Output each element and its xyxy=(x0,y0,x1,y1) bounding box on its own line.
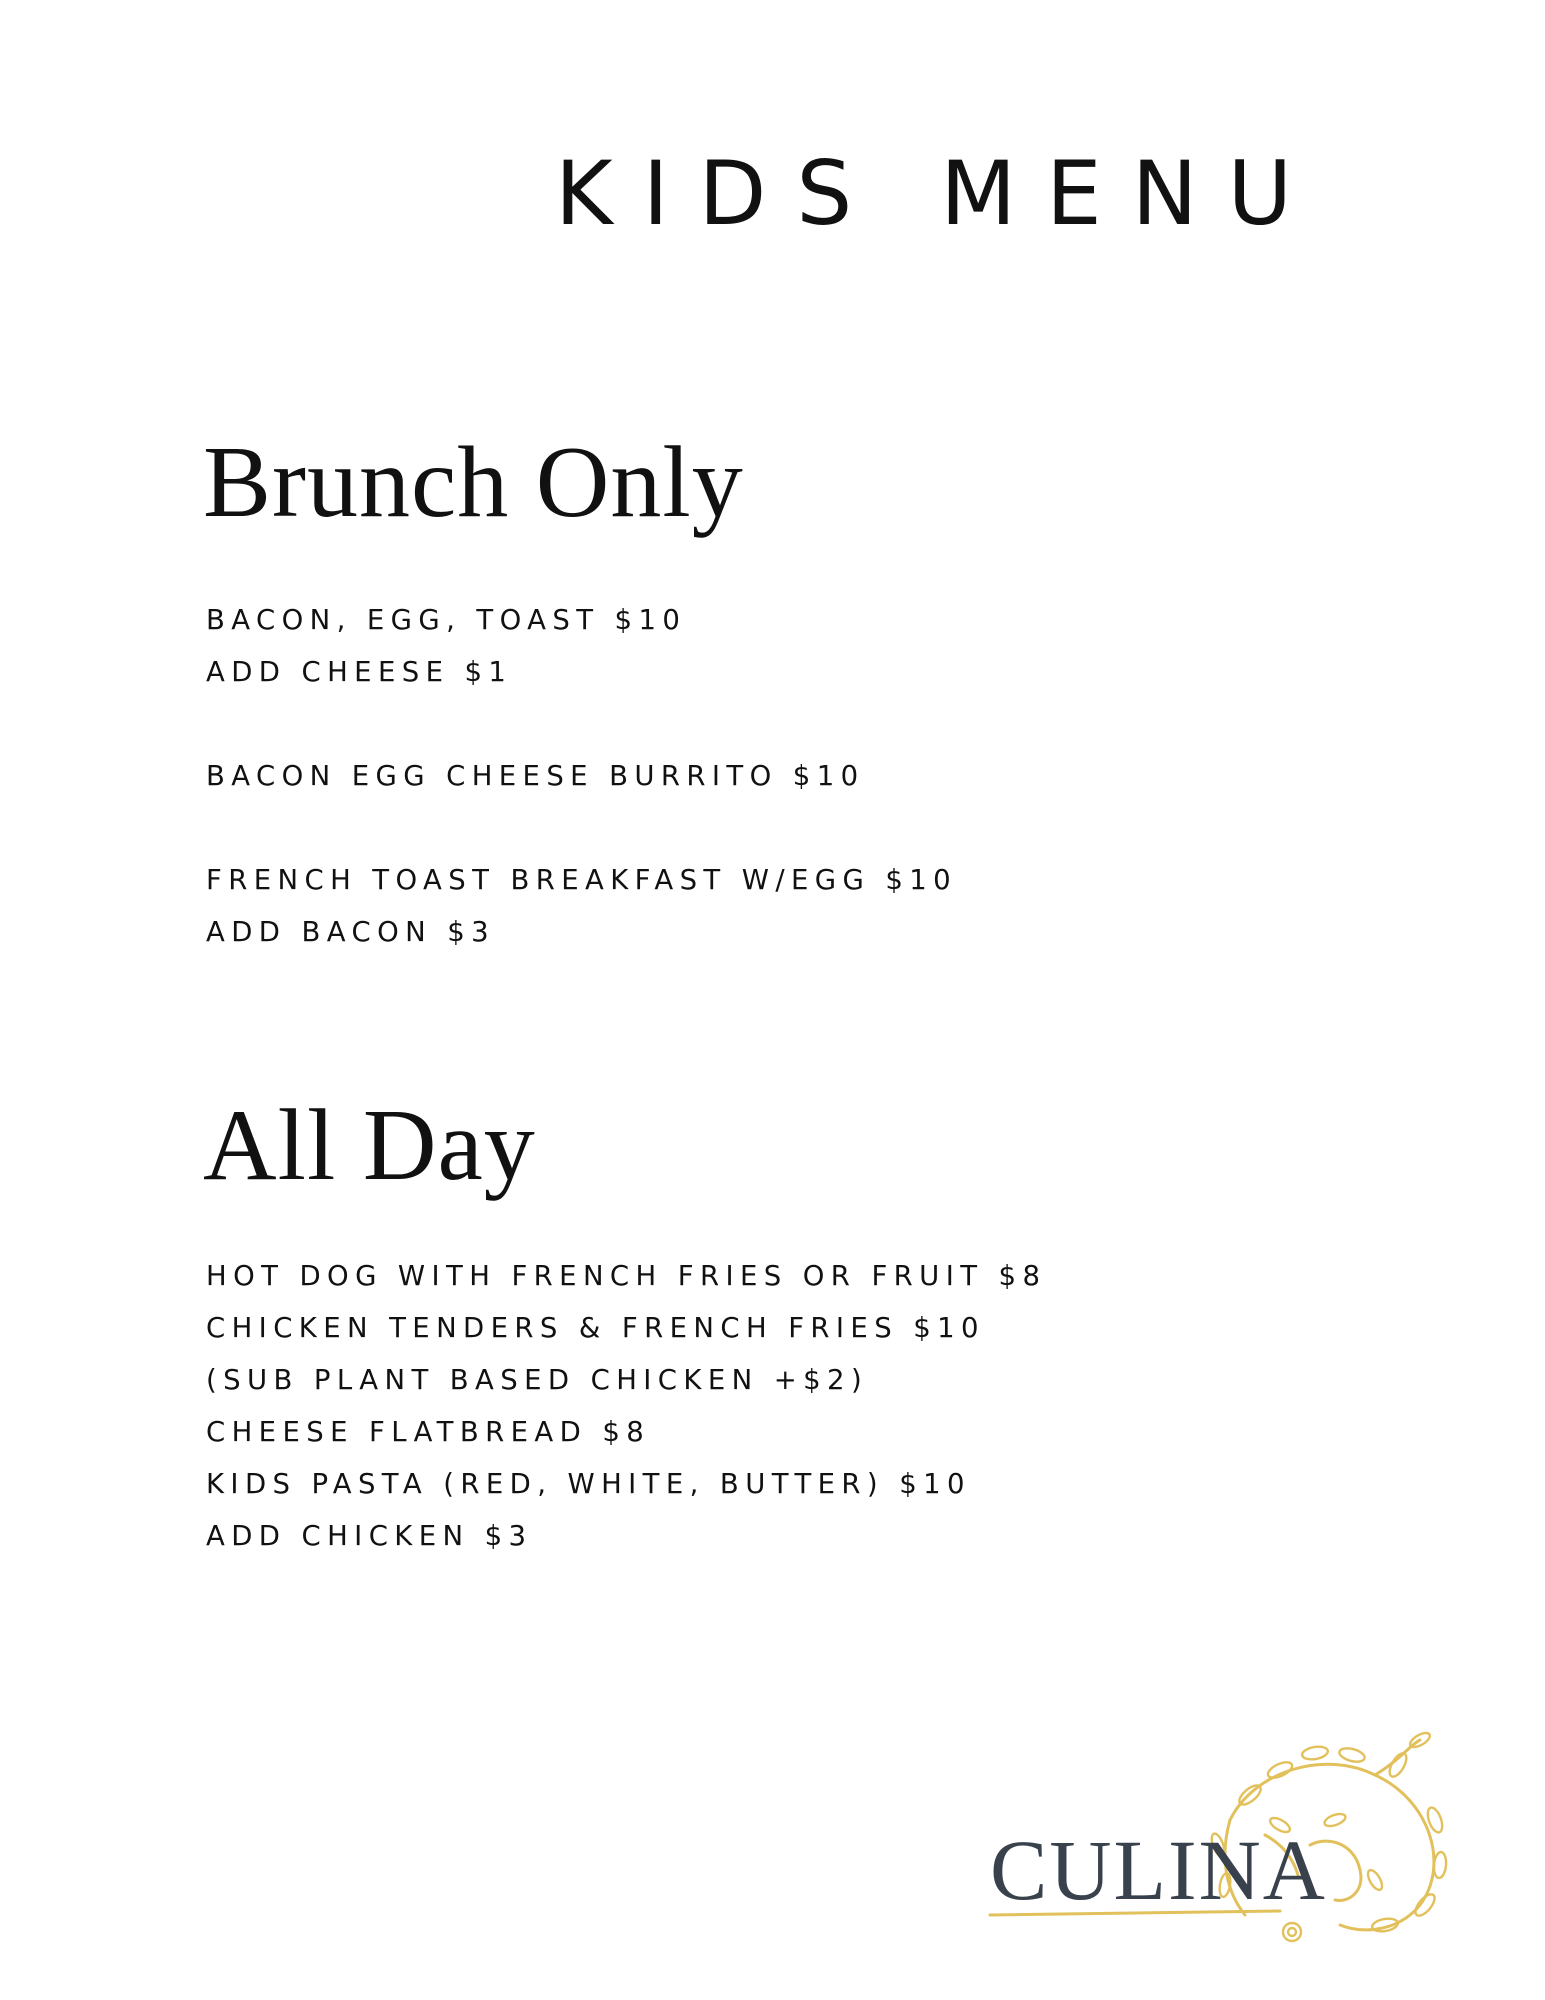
menu-item-addon: ADD CHEESE $1 xyxy=(206,656,513,688)
menu-item-addon: ADD BACON $3 xyxy=(206,916,496,948)
menu-item: CHICKEN TENDERS & FRENCH FRIES $10 xyxy=(206,1312,985,1344)
section-heading-all-day: All Day xyxy=(203,1089,536,1202)
menu-item-note: (SUB PLANT BASED CHICKEN +$2) xyxy=(206,1364,869,1396)
menu-item: HOT DOG WITH FRENCH FRIES OR FRUIT $8 xyxy=(206,1260,1047,1292)
brunch-menu-list xyxy=(206,594,957,958)
menu-item: KIDS PASTA (RED, WHITE, BUTTER) $10 xyxy=(206,1468,971,1500)
logo-wordmark: CULINA xyxy=(990,1822,1327,1918)
menu-item: FRENCH TOAST BREAKFAST W/EGG $10 xyxy=(206,864,958,896)
menu-item-addon: ADD CHICKEN $3 xyxy=(206,1520,533,1552)
section-heading-brunch-only: Brunch Only xyxy=(203,426,744,539)
menu-item: BACON EGG CHEESE BURRITO $10 xyxy=(206,760,865,792)
menu-item: CHEESE FLATBREAD $8 xyxy=(206,1416,651,1448)
culina-logo xyxy=(980,1725,1460,1945)
page-title: KIDS MENU xyxy=(555,142,1323,245)
all-day-menu-list xyxy=(206,1250,1046,1562)
menu-item: BACON, EGG, TOAST $10 xyxy=(206,604,687,636)
